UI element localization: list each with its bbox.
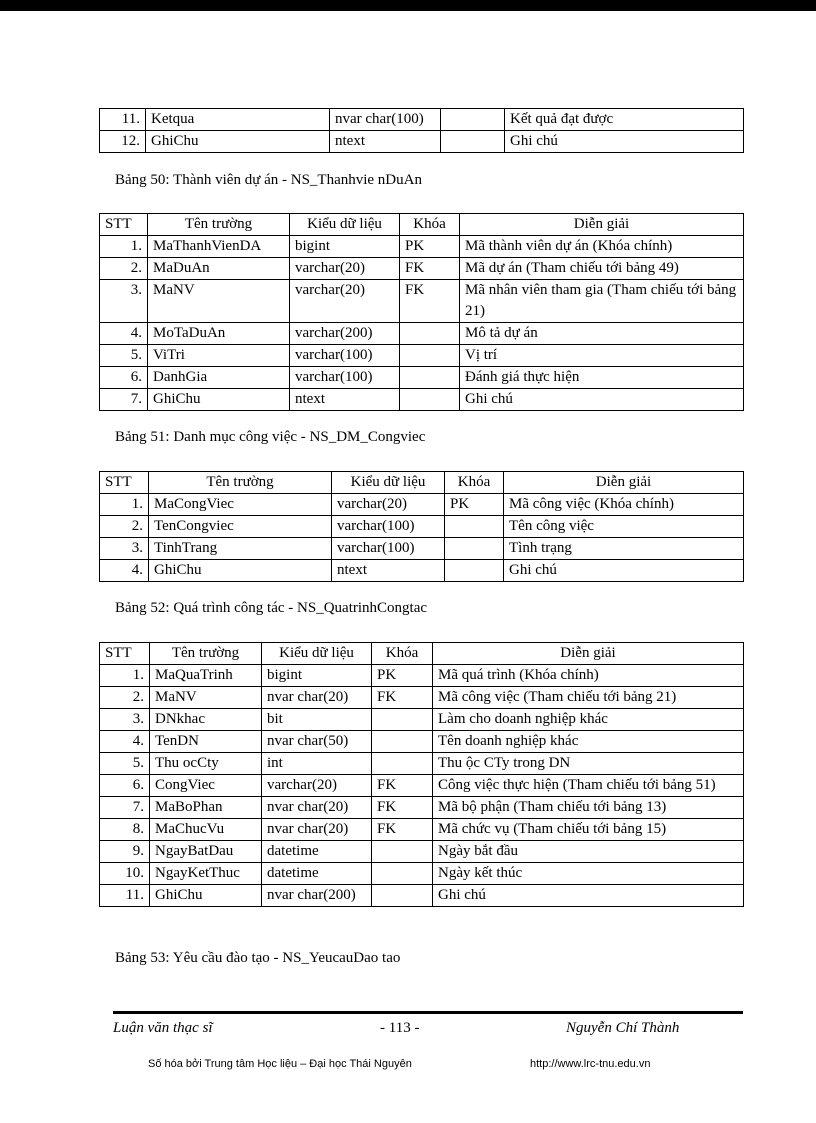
table-row (100, 538, 744, 560)
table-51-caption: Bảng 51: Danh mục công việc - NS_DM_Congviec (115, 429, 426, 445)
column-header: STT (100, 472, 149, 494)
table-cell: ViTri (148, 345, 290, 367)
table-cell: Công việc thực hiện (Tham chiếu tới bảng 51) (433, 775, 744, 797)
table-cell: 1. (100, 665, 150, 687)
table-cell: MaBoPhan (150, 797, 262, 819)
table-header (100, 214, 744, 236)
footer-thesis-label: Luận văn thạc sĩ (113, 1020, 213, 1036)
table-52-caption: Bảng 52: Quá trình công tác - NS_QuatrinhCongtac (115, 600, 428, 616)
table-row (100, 131, 744, 153)
table-row (100, 841, 744, 863)
table-cell: Mô tả dự án (460, 323, 744, 345)
table-cell: MaDuAn (148, 258, 290, 280)
table-row (100, 236, 744, 258)
table-cell: MaQuaTrinh (150, 665, 262, 687)
table-cell: GhiChu (148, 389, 290, 411)
table-cell: 3. (100, 280, 148, 323)
table-cell: Mã bộ phận (Tham chiếu tới bảng 13) (433, 797, 744, 819)
table-cell: 4. (100, 731, 150, 753)
table-row (100, 109, 744, 131)
top-scan-edge (0, 0, 816, 11)
column-header: Khóa (400, 214, 460, 236)
table-cell (441, 131, 505, 153)
footer-source: Số hóa bởi Trung tâm Học liệu – Đại học Thái Nguyên (148, 1058, 412, 1070)
table-cell: NgayKetThuc (150, 863, 262, 885)
table-cell (400, 389, 460, 411)
table-cell: TinhTrang (149, 538, 332, 560)
table-cell: datetime (262, 841, 372, 863)
table-cell: nvar char(100) (330, 109, 441, 131)
column-header: STT (100, 214, 148, 236)
table-cell: nvar char(20) (262, 819, 372, 841)
table-cell: ntext (332, 560, 445, 582)
table-cell: Ngày kết thúc (433, 863, 744, 885)
table-cell: 4. (100, 323, 148, 345)
table-cell: 2. (100, 687, 150, 709)
table-cell: Mã quá trình (Khóa chính) (433, 665, 744, 687)
table-cell: NgayBatDau (150, 841, 262, 863)
table-cell: MaChucVu (150, 819, 262, 841)
table-cell: varchar(20) (332, 494, 445, 516)
page-number: - 113 - (380, 1020, 420, 1036)
table-cell: 8. (100, 819, 150, 841)
table-cell: Mã công việc (Khóa chính) (504, 494, 744, 516)
table-cell: 6. (100, 775, 150, 797)
table-cell: 2. (100, 516, 149, 538)
table-cell: 1. (100, 236, 148, 258)
table-body (100, 494, 744, 582)
table-row (100, 753, 744, 775)
table-cell (445, 538, 504, 560)
column-header: Kiểu dữ liệu (332, 472, 445, 494)
table-cell: Vị trí (460, 345, 744, 367)
table-row (100, 389, 744, 411)
table-cell: nvar char(20) (262, 797, 372, 819)
table-cell: FK (400, 258, 460, 280)
table-cell: varchar(200) (290, 323, 400, 345)
table-cell: 5. (100, 345, 148, 367)
table-cell: Thu ộc CTy trong DN (433, 753, 744, 775)
table-cell: Ghi chú (505, 131, 744, 153)
table-row (100, 560, 744, 582)
column-header: Diễn giải (504, 472, 744, 494)
table-cell: Ghi chú (504, 560, 744, 582)
table-cell: Ghi chú (460, 389, 744, 411)
table-row (100, 709, 744, 731)
table-cell: nvar char(50) (262, 731, 372, 753)
table-row (100, 280, 744, 323)
table-cell: TenDN (150, 731, 262, 753)
table-cell: Mã thành viên dự án (Khóa chính) (460, 236, 744, 258)
table-body (100, 109, 744, 153)
table-row (100, 797, 744, 819)
table-cell: 1. (100, 494, 149, 516)
table-cell: GhiChu (150, 885, 262, 907)
table-body (100, 236, 744, 411)
column-header: Tên trường (150, 643, 262, 665)
table-cell: varchar(20) (290, 280, 400, 323)
table-cell: 10. (100, 863, 150, 885)
table-cell (441, 109, 505, 131)
table-cell: 2. (100, 258, 148, 280)
column-header: Tên trường (149, 472, 332, 494)
table-cell: PK (400, 236, 460, 258)
table-cell: 7. (100, 797, 150, 819)
table-row (100, 345, 744, 367)
table-cell: GhiChu (146, 131, 330, 153)
table-cell (372, 753, 433, 775)
column-header: Kiểu dữ liệu (290, 214, 400, 236)
table-cell (400, 367, 460, 389)
footer-url: http://www.lrc-tnu.edu.vn (530, 1058, 651, 1070)
table-cell: MoTaDuAn (148, 323, 290, 345)
table-row (100, 775, 744, 797)
table-cell: bit (262, 709, 372, 731)
table-cell: FK (372, 797, 433, 819)
table-cell: 11. (100, 885, 150, 907)
table-cell (445, 516, 504, 538)
table-cell: MaNV (150, 687, 262, 709)
table-cell: bigint (262, 665, 372, 687)
table-cell: Ngày bắt đầu (433, 841, 744, 863)
table-cell: MaCongViec (149, 494, 332, 516)
table-row (100, 367, 744, 389)
table-cell: FK (400, 280, 460, 323)
table-row (100, 819, 744, 841)
footer-rule (113, 1011, 743, 1014)
table-cell: 4. (100, 560, 149, 582)
table-cell: Thu ocCty (150, 753, 262, 775)
table-cell (372, 885, 433, 907)
table-cell: bigint (290, 236, 400, 258)
table-row (100, 494, 744, 516)
table-cell: 5. (100, 753, 150, 775)
table-cell: 7. (100, 389, 148, 411)
table-51 (99, 471, 744, 582)
table-row (100, 863, 744, 885)
column-header: Diễn giải (460, 214, 744, 236)
table-row (100, 885, 744, 907)
table-cell: varchar(20) (262, 775, 372, 797)
table-cell: int (262, 753, 372, 775)
table-cell: CongViec (150, 775, 262, 797)
table-cell: 3. (100, 538, 149, 560)
table-cell (372, 709, 433, 731)
table-cell: Mã dự án (Tham chiếu tới bảng 49) (460, 258, 744, 280)
table-cell: Mã chức vụ (Tham chiếu tới bảng 15) (433, 819, 744, 841)
column-header: Kiểu dữ liệu (262, 643, 372, 665)
header-row (100, 643, 744, 665)
table-cell (400, 323, 460, 345)
table-cell: FK (372, 687, 433, 709)
table-cell: 12. (100, 131, 146, 153)
table-cell: DanhGia (148, 367, 290, 389)
table-50 (99, 213, 744, 411)
table-cell: Tình trạng (504, 538, 744, 560)
table-cell: nvar char(20) (262, 687, 372, 709)
table-cell: MaThanhVienDA (148, 236, 290, 258)
column-header: Khóa (445, 472, 504, 494)
table-cell (372, 841, 433, 863)
header-row (100, 214, 744, 236)
table-cell: TenCongviec (149, 516, 332, 538)
table-52 (99, 642, 744, 907)
table-cell (372, 731, 433, 753)
table-cell (445, 560, 504, 582)
column-header: Diễn giải (433, 643, 744, 665)
table-cell: varchar(100) (290, 367, 400, 389)
table-cell: FK (372, 819, 433, 841)
table-cell: 9. (100, 841, 150, 863)
table-cell: 6. (100, 367, 148, 389)
table-53-caption: Bảng 53: Yêu cầu đào tạo - NS_YeucauDao tao (115, 950, 401, 966)
table-cell: varchar(20) (290, 258, 400, 280)
column-header: Tên trường (148, 214, 290, 236)
table-row (100, 323, 744, 345)
table-cell: Đánh giá thực hiện (460, 367, 744, 389)
table-continued (99, 108, 744, 153)
table-cell: PK (445, 494, 504, 516)
table-cell (372, 863, 433, 885)
table-header (100, 643, 744, 665)
table-cell: varchar(100) (290, 345, 400, 367)
table-cell: Tên doanh nghiệp khác (433, 731, 744, 753)
table-cell: Làm cho doanh nghiệp khác (433, 709, 744, 731)
table-cell: Ketqua (146, 109, 330, 131)
table-cell: datetime (262, 863, 372, 885)
table-cell: ntext (330, 131, 441, 153)
table-row (100, 258, 744, 280)
table-row (100, 731, 744, 753)
footer-author: Nguyễn Chí Thành (566, 1020, 680, 1036)
table-cell: Ghi chú (433, 885, 744, 907)
table-cell (400, 345, 460, 367)
table-cell: Mã nhân viên tham gia (Tham chiếu tới bảng 21) (460, 280, 744, 323)
table-row (100, 665, 744, 687)
table-header (100, 472, 744, 494)
table-row (100, 516, 744, 538)
table-cell: Kết quả đạt được (505, 109, 744, 131)
table-cell: MaNV (148, 280, 290, 323)
table-cell: varchar(100) (332, 538, 445, 560)
table-body (100, 665, 744, 907)
table-cell: GhiChu (149, 560, 332, 582)
table-cell: 3. (100, 709, 150, 731)
table-cell: Tên công việc (504, 516, 744, 538)
table-cell: nvar char(200) (262, 885, 372, 907)
column-header: STT (100, 643, 150, 665)
table-cell: 11. (100, 109, 146, 131)
table-cell: FK (372, 775, 433, 797)
table-cell: varchar(100) (332, 516, 445, 538)
column-header: Khóa (372, 643, 433, 665)
table-cell: DNkhac (150, 709, 262, 731)
table-50-caption: Bảng 50: Thành viên dự án - NS_Thanhvie nDuAn (115, 172, 422, 188)
table-cell: ntext (290, 389, 400, 411)
table-cell: Mã công việc (Tham chiếu tới bảng 21) (433, 687, 744, 709)
table-cell: PK (372, 665, 433, 687)
table-row (100, 687, 744, 709)
header-row (100, 472, 744, 494)
